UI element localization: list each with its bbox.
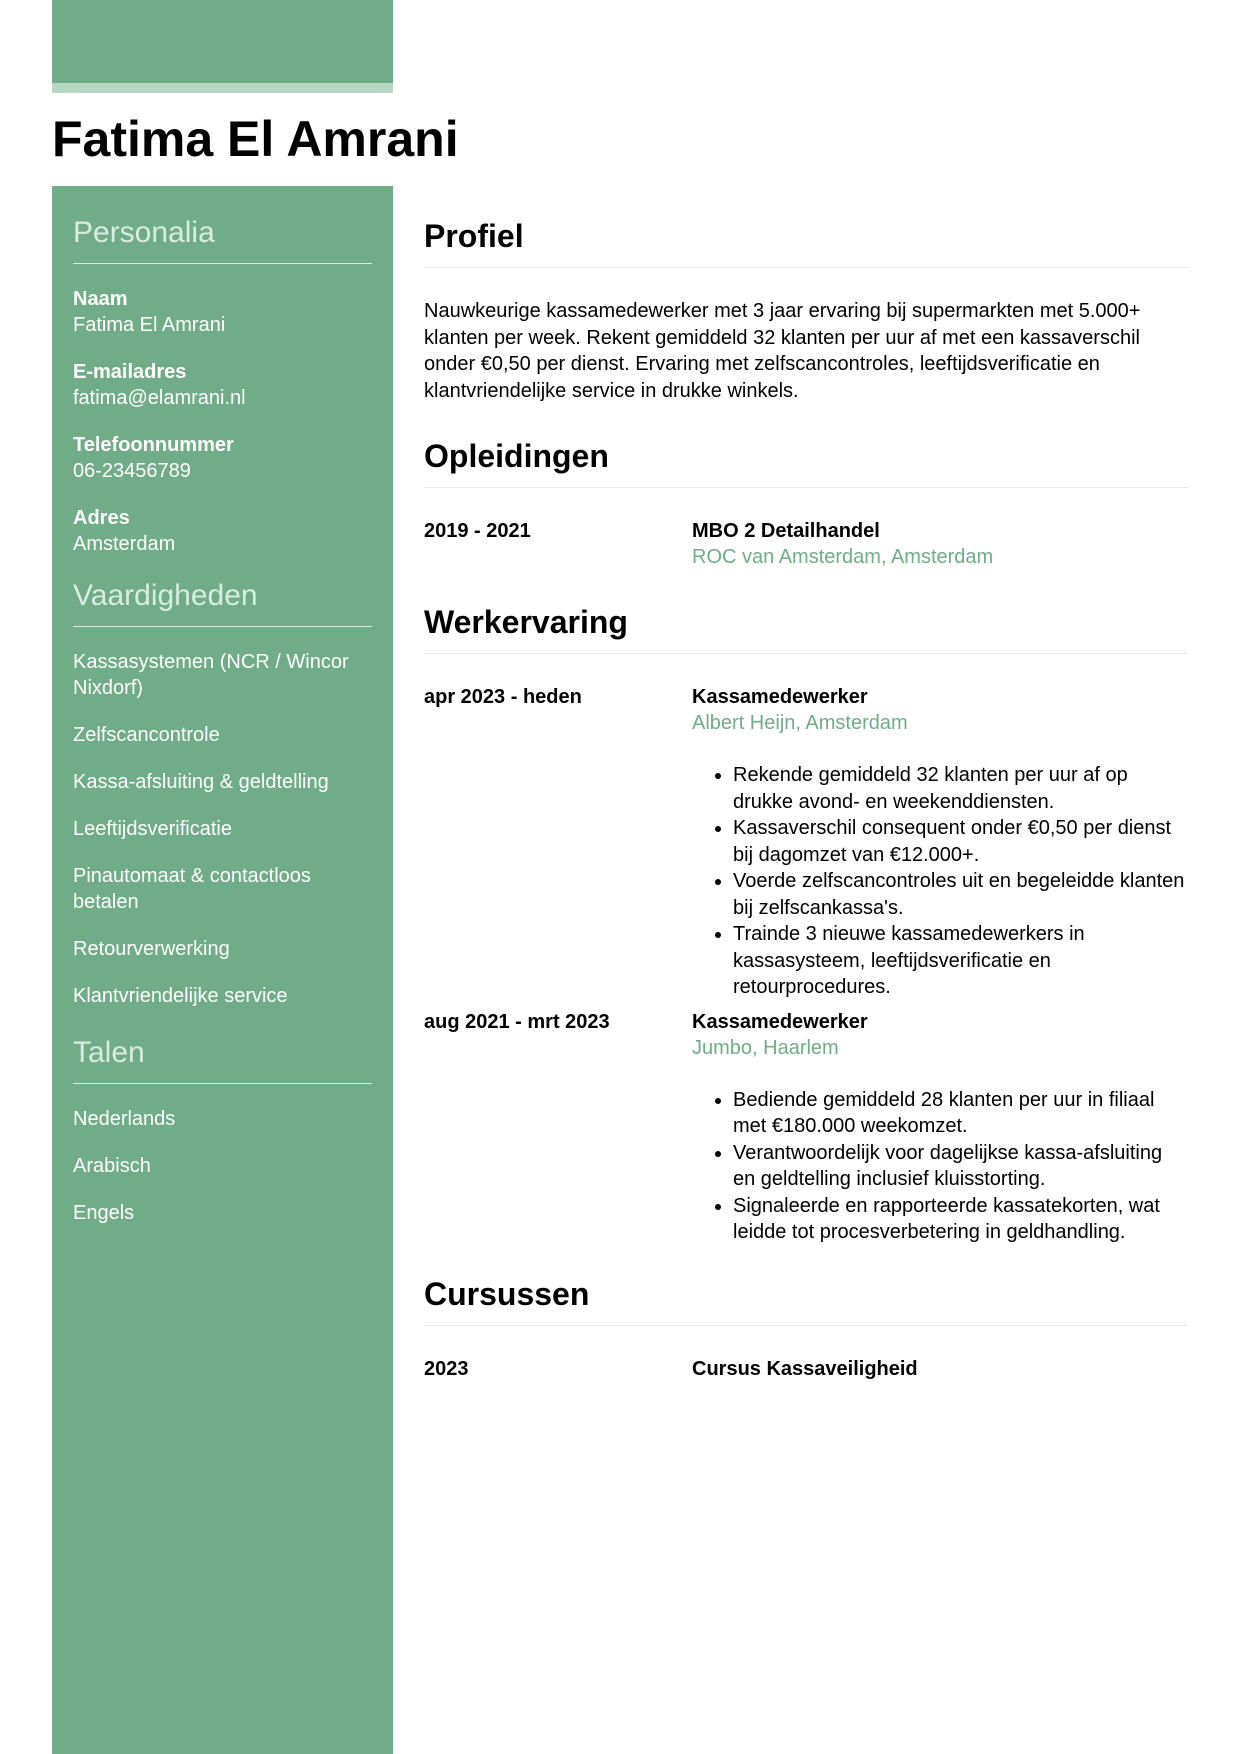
candidate-name: Fatima El Amrani (52, 111, 459, 167)
experience-entry (424, 684, 1188, 1001)
main-content (424, 212, 1188, 1382)
personalia-label: E-mailadres (73, 361, 187, 383)
sidebar (52, 186, 393, 1754)
entry-body (692, 1009, 1188, 1246)
personalia-email (73, 359, 372, 411)
experience-entry (424, 1009, 1188, 1246)
entry-title: MBO 2 Detailhandel (692, 520, 880, 542)
header-color-stripe (52, 83, 393, 93)
languages-heading: Talen (73, 1035, 372, 1084)
entry-date: aug 2021 - mrt 2023 (424, 1010, 610, 1033)
language-item: Engels (73, 1202, 135, 1224)
entry-date: 2023 (424, 1357, 469, 1380)
entry-org: ROC van Amsterdam, Amsterdam (692, 546, 994, 568)
profile-heading: Profiel (424, 212, 1188, 268)
language-item: Nederlands (73, 1108, 176, 1130)
achievement-item: • Bediende gemiddeld 28 klanten per uur in filiaal met €180.000 weekomzet. (733, 1087, 1188, 1140)
personalia-heading: Personalia (73, 215, 372, 264)
personalia-value: 06-23456789 (73, 460, 191, 482)
entry-title: Kassamedewerker (692, 1010, 868, 1033)
personalia-name (73, 286, 372, 338)
personalia-phone (73, 432, 372, 484)
entry-org: Jumbo, Haarlem (692, 1036, 839, 1059)
skill-item: Kassa-afsluiting & geldtelling (73, 771, 329, 793)
entry-date: 2019 - 2021 (424, 520, 531, 542)
entry-body (692, 684, 1188, 1001)
entry-org: Albert Heijn, Amsterdam (692, 712, 908, 734)
skill-item: Klantvriendelijke service (73, 985, 288, 1007)
personalia-value: Fatima El Amrani (73, 314, 226, 336)
education-entry (424, 518, 1188, 570)
personalia-label: Adres (73, 507, 130, 529)
header-color-block (52, 0, 393, 83)
skills-list (73, 649, 372, 1009)
achievement-item: • Trainde 3 nieuwe kassamedewerkers in kassasysteem, leeftijdsverificatie en retourprocedures. (733, 921, 1188, 1001)
experience-section (424, 598, 1188, 1246)
personalia-label: Telefoonnummer (73, 434, 234, 456)
achievement-item: • Verantwoordelijk voor dagelijkse kassa-afsluiting en geldtelling inclusief kluisstorting. (733, 1140, 1188, 1193)
profile-text: Nauwkeurige kassamedewerker met 3 jaar ervaring bij supermarkten met 5.000+ klanten per week. Rekent gemiddeld 32 klanten per uur af met een kassaverschil onder €0,50 per dienst. Ervaring met zelfscancontroles, leeftijdsverificatie en klantvriendelijke service in drukke winkels. (424, 300, 1141, 402)
languages-list (73, 1106, 372, 1226)
achievement-list (692, 1087, 1188, 1246)
courses-heading: Cursussen (424, 1270, 1188, 1326)
entry-date: apr 2023 - heden (424, 686, 582, 708)
skill-item: Leeftijdsverificatie (73, 818, 232, 840)
skill-item: Retourverwerking (73, 938, 230, 960)
achievement-item: • Voerde zelfscancontroles uit en begeleidde klanten bij zelfscankassa's. (733, 868, 1188, 921)
achievement-item: • Rekende gemiddeld 32 klanten per uur af op drukke avond- en weekenddiensten. (733, 762, 1188, 815)
course-entry (424, 1356, 1188, 1382)
achievement-item: • Signaleerde en rapporteerde kassatekorten, wat leidde tot procesverbetering in geldhandling. (733, 1193, 1188, 1246)
personalia-list (73, 286, 372, 557)
achievement-list (692, 762, 1188, 1001)
personalia-label: Naam (73, 288, 128, 310)
skill-item: Pinautomaat & contactloos betalen (73, 865, 311, 913)
experience-heading: Werkervaring (424, 598, 1188, 654)
profile-section (424, 212, 1188, 404)
language-item: Arabisch (73, 1155, 151, 1177)
education-section (424, 432, 1188, 570)
skills-heading: Vaardigheden (73, 578, 372, 627)
entry-title: Cursus Kassaveiligheid (692, 1357, 918, 1380)
personalia-value: fatima@elamrani.nl (73, 387, 246, 409)
entry-body (692, 1356, 1188, 1382)
achievement-item: • Kassaverschil consequent onder €0,50 per dienst bij dagomzet van €12.000+. (733, 815, 1188, 868)
education-heading: Opleidingen (424, 432, 1188, 488)
skill-item: Zelfscancontrole (73, 724, 220, 746)
entry-body (692, 518, 1188, 570)
courses-section (424, 1270, 1188, 1382)
skill-item: Kassasystemen (NCR / Wincor Nixdorf) (73, 651, 349, 699)
entry-title: Kassamedewerker (692, 686, 868, 708)
personalia-value: Amsterdam (73, 533, 176, 555)
personalia-address (73, 505, 372, 557)
